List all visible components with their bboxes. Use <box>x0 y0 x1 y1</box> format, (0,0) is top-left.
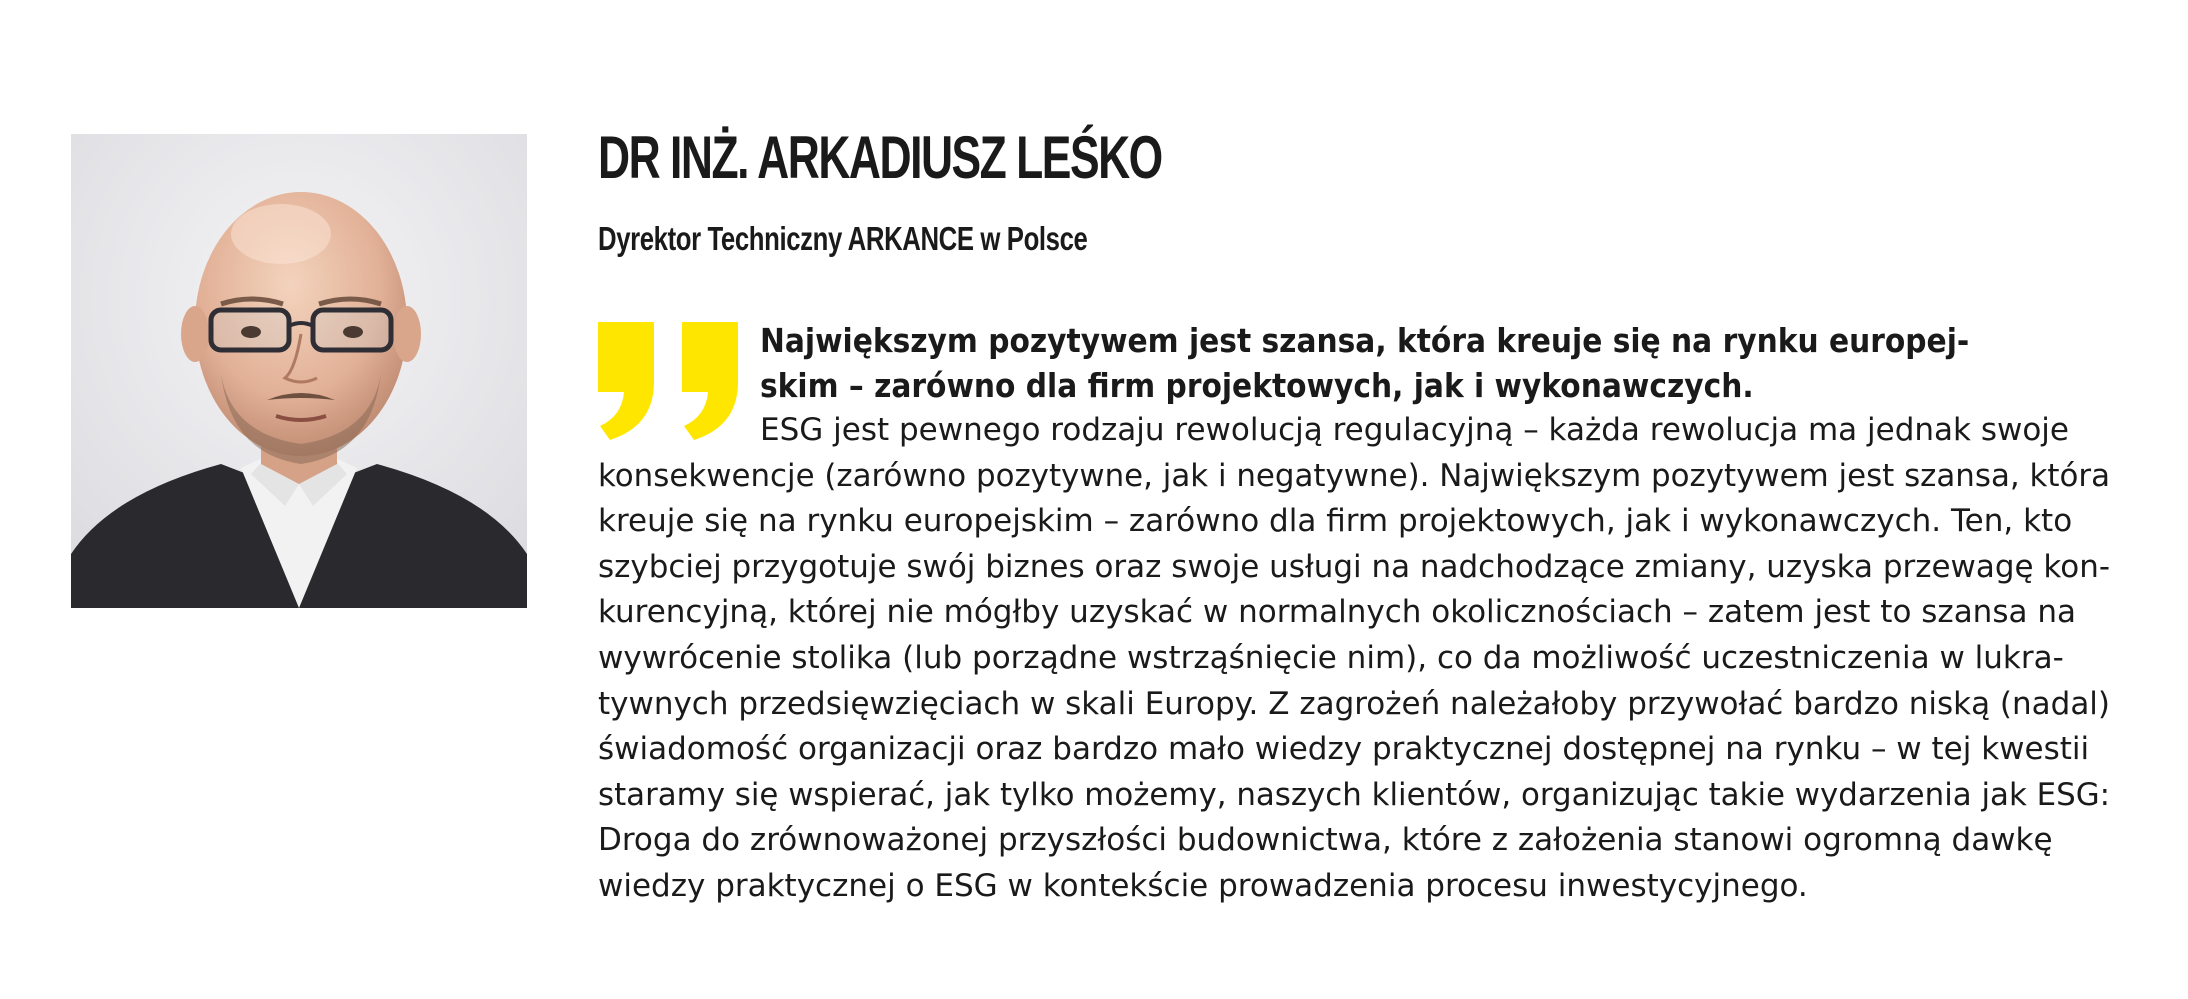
portrait-illustration <box>71 134 527 608</box>
person-role: Dyrektor Techniczny ARKANCE w Polsce <box>598 220 1088 257</box>
body-line: wywrócenie stolika (lub porządne wstrząśnięcie nim), co da możliwość uczestniczenia w lukra- <box>598 639 2064 676</box>
body-line: konsekwencje (zarówno pozytywne, jak i negatywne). Największym pozytywem jest szansa, która <box>598 457 2110 494</box>
body-line: kurencyjną, której nie mógłby uzyskać w normalnych okolicznościach – zatem jest to szansa na <box>598 594 2076 631</box>
quote-lead <box>760 318 1984 408</box>
body-line: kreuje się na rynku europejskim – zarówno dla firm projektowych, jak i wykonawczych. Ten, kto <box>598 503 2073 540</box>
person-name: DR INŻ. ARKADIUSZ LEŚKO <box>598 124 1162 191</box>
body-line: szybciej przygotuje swój biznes oraz swoje usługi na nadchodzące zmiany, uzyska przewagę kon- <box>598 548 2110 585</box>
body-line: wiedzy praktycznej o ESG w kontekście prowadzenia procesu inwestycyjnego. <box>598 867 1808 904</box>
quote-lead-line: Największym pozytywem jest szansa, która kreuje się na rynku europej- <box>760 321 1970 360</box>
body-line: ESG jest pewnego rodzaju rewolucją regulacyjną – każda rewolucja ma jednak swoje <box>760 412 2069 448</box>
body-line: tywnych przedsięwzięciach w skali Europy. Z zagrożeń należałoby przywołać bardzo niską (nadal) <box>598 685 2110 722</box>
body-line: Droga do zrównoważonej przyszłości budownictwa, które z założenia stanowi ogromną dawkę <box>598 822 2053 859</box>
quote-lead-line: skim – zarówno dla firm projektowych, jak i wykonawczych. <box>760 366 1754 405</box>
quote-body <box>598 408 2118 910</box>
body-line: świadomość organizacji oraz bardzo mało wiedzy praktycznej dostępnej na rynku – w tej kwestii <box>598 731 2090 768</box>
body-line: staramy się wspierać, jak tylko możemy, naszych klientów, organizując takie wydarzenia jak ESG: <box>598 776 2110 813</box>
portrait-photo <box>71 134 527 608</box>
